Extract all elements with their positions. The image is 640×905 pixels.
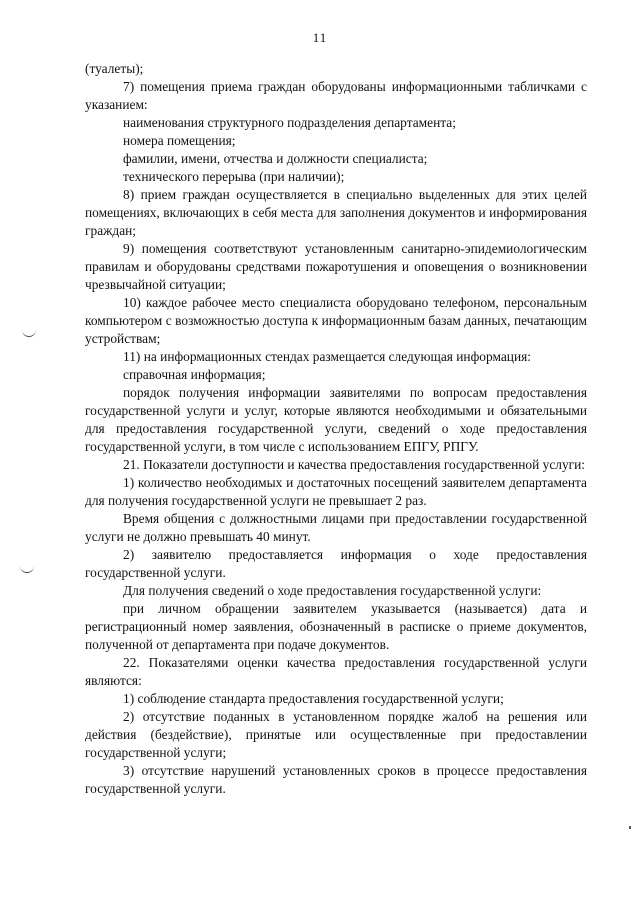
paragraph: наименования структурного подразделения департамента; — [123, 115, 456, 130]
binding-hole-mark — [20, 566, 34, 573]
paragraph: 21. Показатели доступности и качества предоставления государственной услуги: — [123, 457, 586, 472]
document-body — [85, 60, 587, 798]
paragraph: 9) помещения соответствуют установленным санитарно-эпидемиологическим правилам и оборудованы средствами пожаротушения и оповещения о возникновении чрезвычайной ситуации; — [85, 241, 587, 292]
paragraph: порядок получения информации заявителями по вопросам предоставления государственной услуги и услуг, которые являются необходимыми и обязательными для предоставления государственной услуги, сведений о ходе предоставления государственной услуги, в том числе с использованием ЕПГУ, РПГУ. — [85, 385, 587, 454]
paragraph: 8) прием граждан осуществляется в специально выделенных для этих целей помещениях, включающих в себя места для заполнения документов и информирования граждан; — [85, 187, 587, 238]
paragraph: Для получения сведений о ходе предоставления государственной услуги: — [123, 583, 542, 598]
paragraph: 7) помещения приема граждан оборудованы информационными табличками с указанием: — [85, 79, 587, 112]
paragraph: 11) на информационных стендах размещается следующая информация: — [123, 349, 532, 364]
paragraph: при личном обращении заявителем указывается (называется) дата и регистрационный номер заявления, обозначенный в расписке о приеме документов, полученной от департамента при подаче документов. — [85, 601, 587, 652]
paragraph: номера помещения; — [123, 133, 236, 148]
paragraph: справочная информация; — [123, 367, 266, 382]
paragraph: 3) отсутствие нарушений установленных сроков в процессе предоставления государственной услуги. — [85, 763, 587, 796]
paragraph: технического перерыва (при наличии); — [123, 169, 345, 184]
paragraph: 1) соблюдение стандарта предоставления государственной услуги; — [123, 691, 504, 706]
page-number: 11 — [312, 30, 328, 45]
binding-hole-mark — [22, 330, 36, 337]
paragraph: 1) количество необходимых и достаточных посещений заявителем департамента для получения государственной услуги не превышает 2 раз. — [85, 475, 587, 508]
paragraph: Время общения с должностными лицами при предоставлении государственной услуги не должно превышать 40 минут. — [85, 511, 587, 544]
paragraph: 10) каждое рабочее место специалиста оборудовано телефоном, персональным компьютером с возможностью доступа к информационным базам данных, печатающим устройствам; — [85, 295, 587, 346]
paragraph: 2) заявителю предоставляется информация о ходе предоставления государственной услуги. — [85, 547, 587, 580]
paragraph: 2) отсутствие поданных в установленном порядке жалоб на решения или действия (бездействие), принятые или осуществленные при предоставлении государственной услуги; — [85, 709, 587, 760]
scan-speck — [629, 826, 631, 829]
paragraph: фамилии, имени, отчества и должности специалиста; — [123, 151, 428, 166]
paragraph: (туалеты); — [85, 61, 144, 76]
paragraph: 22. Показателями оценки качества предоставления государственной услуги являются: — [85, 655, 587, 688]
